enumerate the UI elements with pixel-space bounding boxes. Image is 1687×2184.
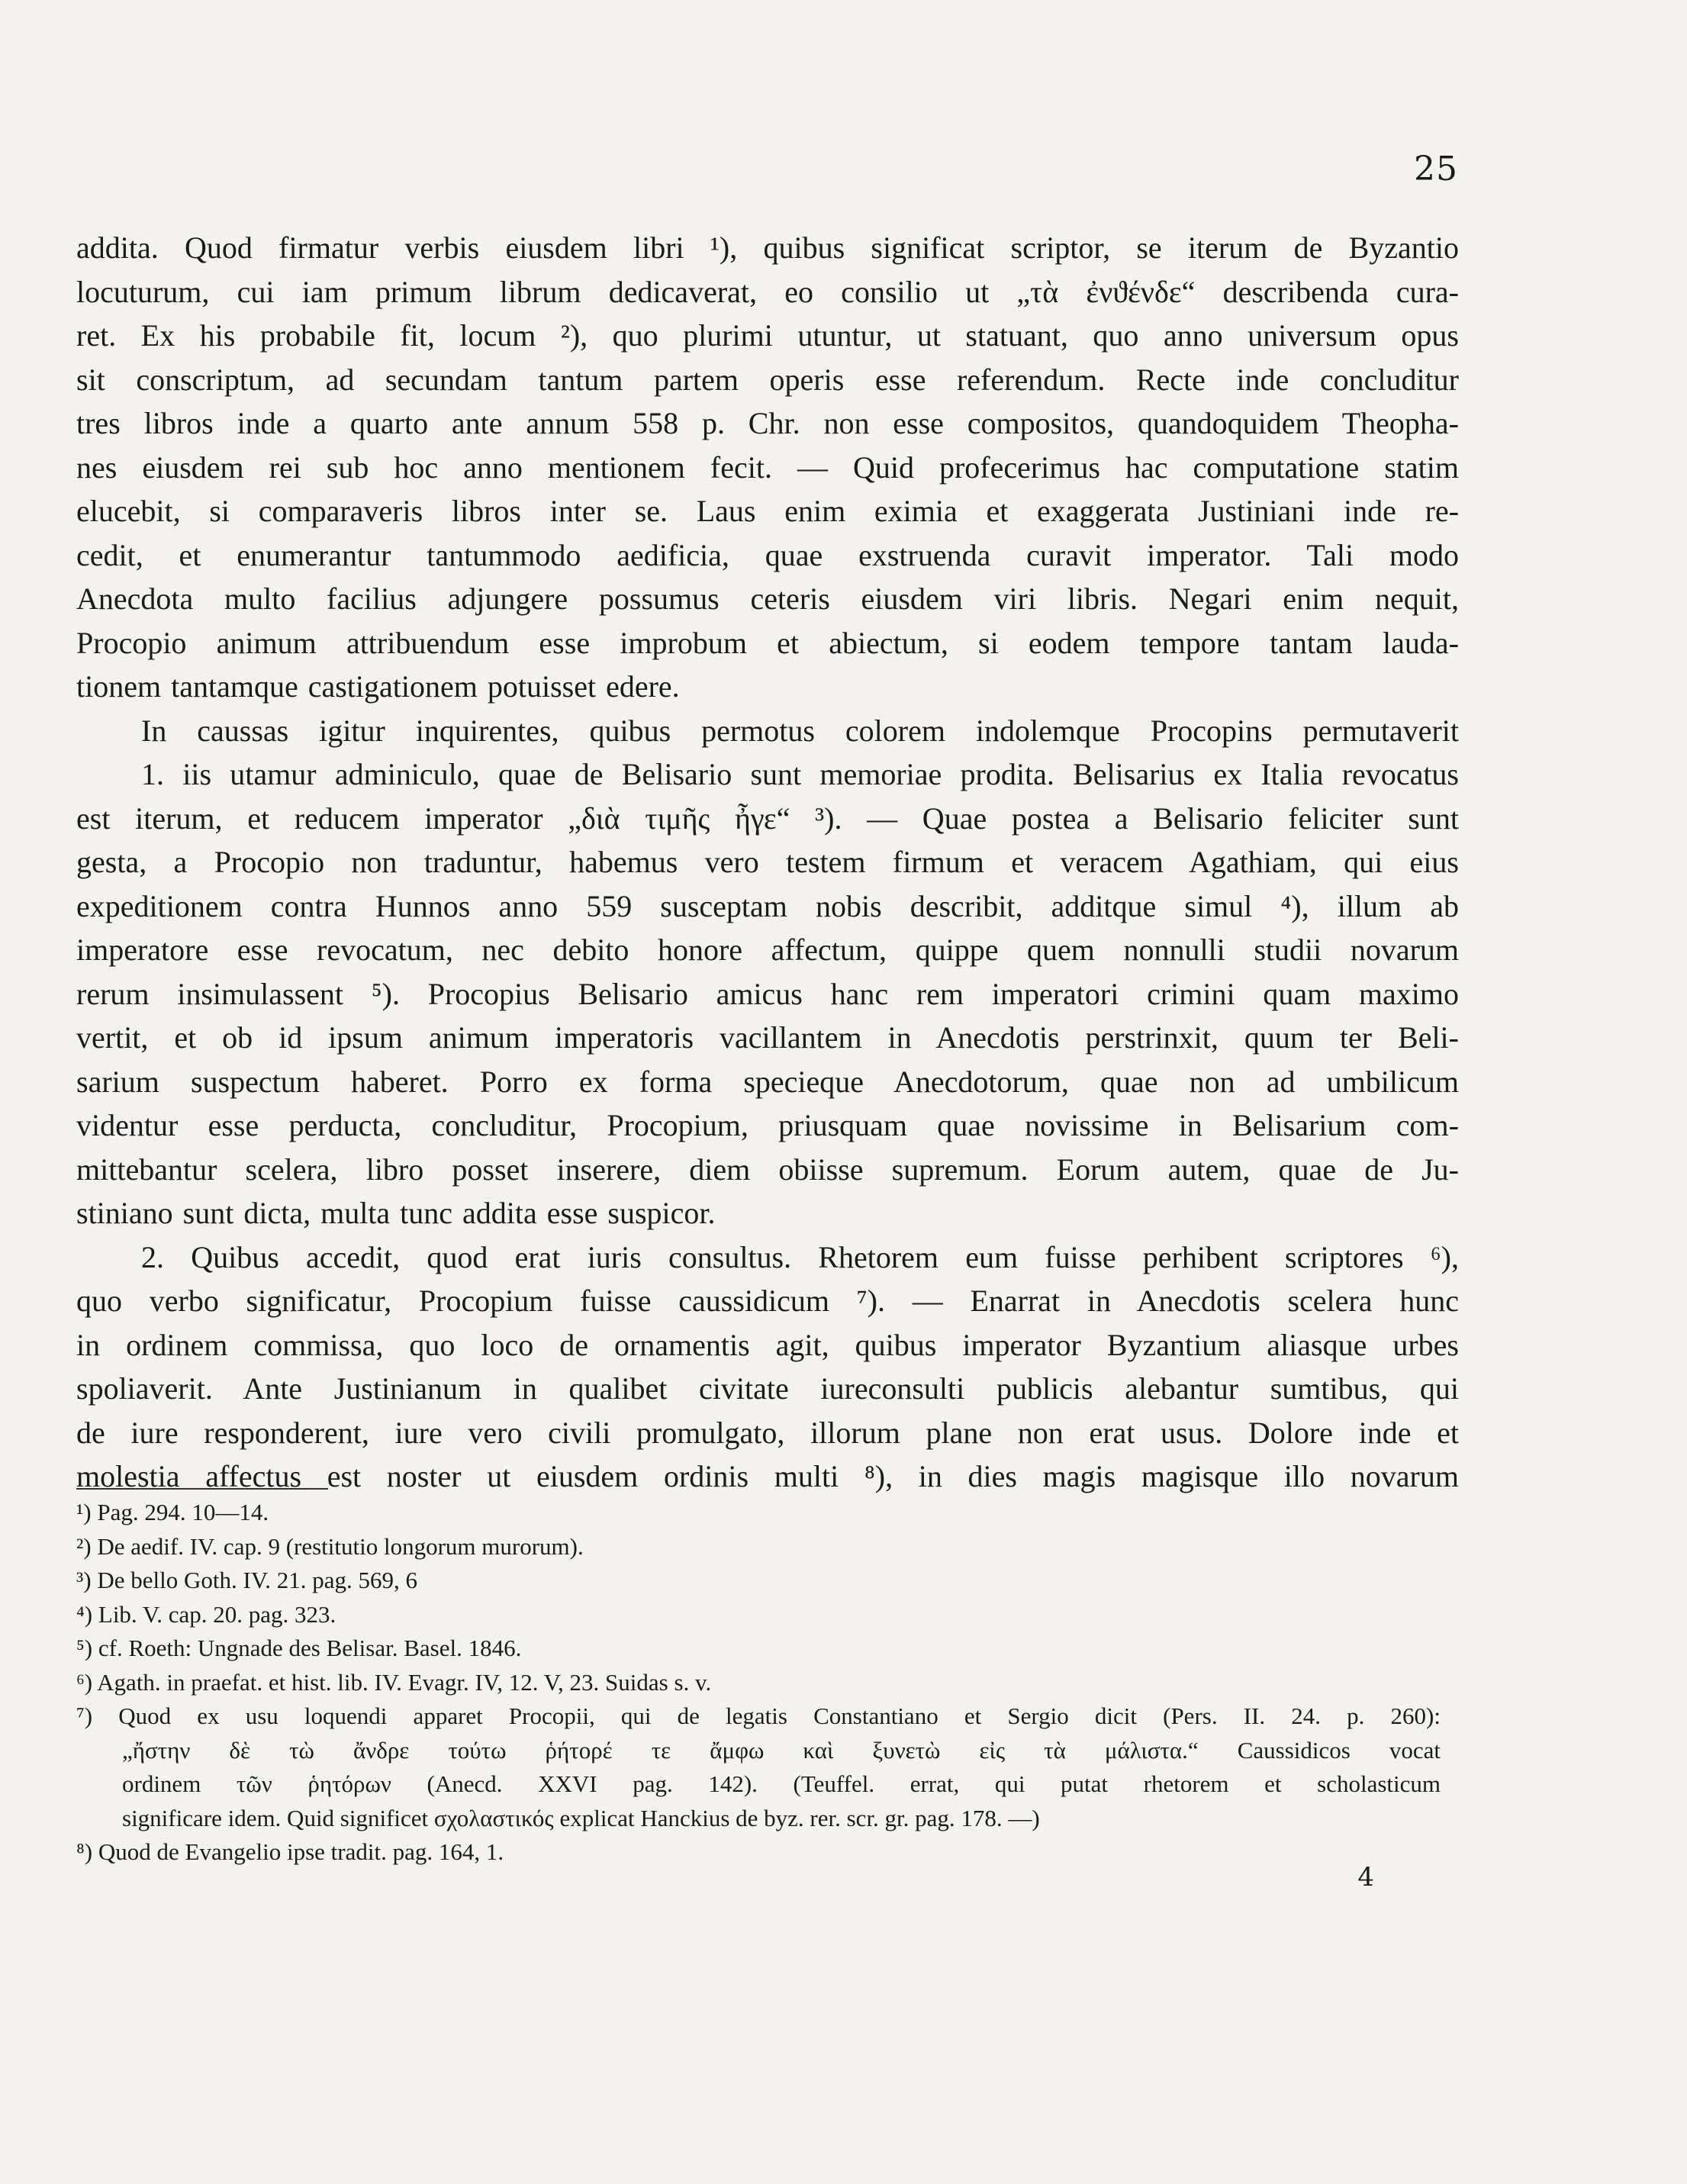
footnote: ²) De aedif. IV. cap. 9 (restitutio longorum murorum). xyxy=(76,1532,584,1560)
text-line: 2. Quibus accedit, quod erat iuris consultus. Rhetorem eum fuisse perhibent scriptores ⁶), xyxy=(141,1239,1459,1274)
footnotes xyxy=(76,1496,1459,1870)
footnote: ⁵) cf. Roeth: Ungnade des Belisar. Basel. 1846. xyxy=(76,1635,522,1661)
text-line: molestia affectus est noster ut eiusdem ordinis multi ⁸), in dies magis magisque illo novarum xyxy=(76,1459,1459,1493)
text-line: ret. Ex his probabile fit, locum ²), quo plurimi utuntur, ut statuant, quo anno universum opus xyxy=(76,318,1459,353)
text-line: mittebantur scelera, libro posset inserere, diem obiisse supremum. Eorum autem, quae de Ju- xyxy=(76,1152,1459,1187)
footnote: ⁷) Quod ex usu loquendi apparet Procopii, qui de legatis Constantiano et Sergio dicit (Pers. II. 24. p. 260): xyxy=(76,1702,1441,1729)
text-line: in ordinem commissa, quo loco de ornamentis agit, quibus imperator Byzantium aliasque urbes xyxy=(76,1327,1459,1362)
text-line: sit conscriptum, ad secundam tantum partem operis esse referendum. Recte inde concluditur xyxy=(76,362,1459,397)
text-line: addita. Quod firmatur verbis eiusdem libri ¹), quibus significat scriptor, se iterum de Byzantio xyxy=(76,230,1459,265)
text-line: expeditionem contra Hunnos anno 559 susceptam nobis describit, additque simul ⁴), illum ab xyxy=(76,888,1459,923)
text-line: elucebit, si comparaveris libros inter se. Laus enim eximia et exaggerata Justiniani inde re- xyxy=(76,494,1459,528)
text-line: imperatore esse revocatum, nec debito honore affectum, quippe quem nonnulli studii novarum xyxy=(76,933,1459,967)
text-line: tres libros inde a quarto ante annum 558 p. Chr. non esse compositos, quandoquidem Theopha- xyxy=(76,406,1459,440)
text-line: In caussas igitur inquirentes, quibus permotus colorem indolemque Procopins permutaverit xyxy=(141,713,1459,748)
footnote-continuation: ordinem τῶν ῥητόρων (Anecd. XXVI pag. 142). (Teuffel. errat, qui putat rhetorem et scholasticum xyxy=(122,1770,1441,1797)
text-line: est iterum, et reducem imperator „διὰ τιμῆς ἦγε“ ³). — Quae postea a Belisario feliciter sunt xyxy=(76,800,1459,836)
text-line: Anecdota multo facilius adjungere possumus ceteris eiusdem viri libris. Negari enim nequit, xyxy=(76,581,1459,616)
text-line: de iure responderent, iure vero civili promulgato, illorum plane non erat usus. Dolore inde et xyxy=(76,1415,1459,1450)
footnote: ³) De bello Goth. IV. 21. pag. 569, 6 xyxy=(76,1567,417,1593)
text-line: vertit, et ob id ipsum animum imperatoris vacillantem in Anecdotis perstrinxit, quum ter Beli- xyxy=(76,1020,1459,1055)
text-line: videntur esse perducta, concluditur, Procopium, priusquam quae novissime in Belisarium com- xyxy=(76,1108,1459,1142)
signature-mark: 4 xyxy=(1357,1862,1374,1892)
text-line: rerum insimulassent ⁵). Procopius Belisario amicus hanc rem imperatori crimini quam maximo xyxy=(76,976,1459,1011)
footnote: ⁸) Quod de Evangelio ipse tradit. pag. 164, 1. xyxy=(76,1838,504,1865)
text-line: gesta, a Procopio non traduntur, habemus vero testem firmum et veracem Agathiam, qui eius xyxy=(76,845,1459,879)
text-line: Procopio animum attribuendum esse improbum et abiectum, si eodem tempore tantam lauda- xyxy=(76,625,1459,660)
text-line: spoliaverit. Ante Justinianum in qualibet civitate iureconsulti publicis alebantur sumtibus, qui xyxy=(76,1371,1459,1406)
page-number: 25 xyxy=(1414,150,1458,188)
footnote: ¹) Pag. 294. 10—14. xyxy=(76,1499,269,1525)
text-line: tionem tantamque castigationem potuisset edere. xyxy=(76,669,680,704)
text-line: nes eiusdem rei sub hoc anno mentionem fecit. — Quid profecerimus hac computatione statim xyxy=(76,449,1459,485)
footnote-continuation: significare idem. Quid significet σχολαστικός explicat Hanckius de byz. rer. scr. gr. pag. 178. —) xyxy=(122,1804,1040,1831)
text-line: quo verbo significatur, Procopium fuisse caussidicum ⁷). — Enarrat in Anecdotis scelera hunc xyxy=(76,1284,1459,1318)
footnote: ⁶) Agath. in praefat. et hist. lib. IV. Evagr. IV, 12. V, 23. Suidas s. v. xyxy=(76,1668,712,1696)
footnote: ⁴) Lib. V. cap. 20. pag. 323. xyxy=(76,1600,336,1628)
footnote-divider xyxy=(76,1488,328,1490)
text-line: stiniano sunt dicta, multa tunc addita esse suspicor. xyxy=(76,1196,716,1230)
text-line: 1. iis utamur adminiculo, quae de Belisario sunt memoriae prodita. Belisarius ex Italia revocatus xyxy=(141,757,1459,791)
footnote-continuation: „ἤστην δὲ τὼ ἄνδρε τούτω ῥήτορέ τε ἄμφω καὶ ξυνετὼ εἰς τὰ μάλιστα.“ Caussidicos vocat xyxy=(122,1736,1441,1764)
text-line: cedit, et enumerantur tantummodo aedificia, quae exstruenda curavit imperator. Tali modo xyxy=(76,537,1459,572)
main-text xyxy=(76,226,1459,1499)
text-line: sarium suspectum haberet. Porro ex forma specieque Anecdotorum, quae non ad umbilicum xyxy=(76,1064,1459,1099)
text-line: locuturum, cui iam primum librum dedicaverat, eo consilio ut „τὰ ἐνϑένδε“ describenda cura- xyxy=(76,274,1459,309)
